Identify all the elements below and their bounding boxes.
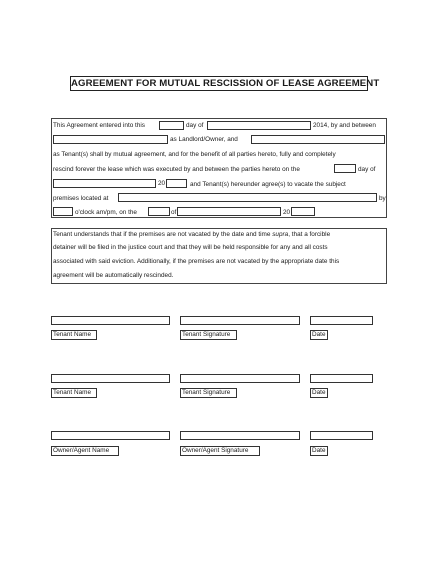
vacate-time-field[interactable] bbox=[53, 207, 73, 216]
tenant-name-line[interactable] bbox=[51, 316, 170, 325]
date-line[interactable] bbox=[310, 374, 373, 383]
lease-day-field[interactable] bbox=[334, 164, 356, 173]
terms-text: as Tenant(s) shall by mutual agreement, and for the benefit of all parties hereto, fully and completely bbox=[53, 151, 336, 158]
tenant-signature-label: Tenant Signature bbox=[180, 330, 237, 340]
date-label: Date bbox=[310, 330, 328, 340]
terms-text: o'clock am/pm, on the bbox=[75, 209, 137, 216]
vacate-month-field[interactable] bbox=[177, 207, 281, 216]
terms-text: 20 bbox=[283, 209, 291, 216]
premises-address-field[interactable] bbox=[118, 193, 377, 202]
terms-text: of bbox=[171, 209, 177, 216]
tenant-signature-line[interactable] bbox=[180, 316, 300, 325]
date-line[interactable] bbox=[310, 431, 373, 440]
terms-text: day of bbox=[186, 122, 204, 129]
lease-year-field[interactable] bbox=[166, 179, 187, 188]
terms-text: premises located at bbox=[53, 195, 109, 202]
date-label: Date bbox=[310, 388, 328, 398]
understanding-text: associated with said eviction. Additionally, if the premises are not vacated by the appropriate date this bbox=[53, 258, 340, 265]
terms-text: and Tenant(s) hereunder agree(s) to vacate the subject bbox=[190, 181, 346, 188]
owner-agent-signature-label: Owner/Agent Signature bbox=[180, 446, 260, 456]
understanding-text: Tenant understands that if the premises are not vacated by the date and time supra, that a forcible bbox=[53, 231, 331, 238]
document-title: AGREEMENT FOR MUTUAL RESCISSION OF LEASE AGREEMENT bbox=[71, 78, 380, 89]
terms-text: by bbox=[379, 195, 386, 202]
supra-text: supra bbox=[272, 231, 289, 238]
terms-text: day of bbox=[358, 166, 376, 173]
date-label: Date bbox=[310, 446, 328, 456]
agreement-day-field[interactable] bbox=[159, 121, 184, 130]
vacate-year-field[interactable] bbox=[291, 207, 315, 216]
agreement-month-field[interactable] bbox=[207, 121, 311, 130]
date-line[interactable] bbox=[310, 316, 373, 325]
terms-text: as Landlord/Owner, and bbox=[170, 136, 238, 143]
vacate-day-field[interactable] bbox=[148, 207, 170, 216]
tenant-name-field[interactable] bbox=[251, 135, 385, 144]
tenant-name-label: Tenant Name bbox=[51, 388, 97, 398]
tenant-name-label: Tenant Name bbox=[51, 330, 97, 340]
terms-text: 2014, by and between bbox=[313, 122, 376, 129]
owner-agent-name-line[interactable] bbox=[51, 431, 170, 440]
terms-text: This Agreement entered into this bbox=[53, 122, 146, 129]
landlord-name-field[interactable] bbox=[53, 135, 168, 144]
lease-month-field[interactable] bbox=[53, 179, 156, 188]
terms-text: rescind forever the lease which was executed by and between the parties hereto on the bbox=[53, 166, 300, 173]
tenant-name-line[interactable] bbox=[51, 374, 170, 383]
tenant-signature-line[interactable] bbox=[180, 374, 300, 383]
terms-text: 20 bbox=[158, 180, 166, 187]
owner-agent-name-label: Owner/Agent Name bbox=[51, 446, 119, 456]
understanding-text: detainer will be filed in the justice court and that they will be held responsible for any and all costs bbox=[53, 244, 328, 251]
tenant-signature-label: Tenant Signature bbox=[180, 388, 237, 398]
owner-agent-signature-line[interactable] bbox=[180, 431, 300, 440]
understanding-text: agreement will be automatically rescinded. bbox=[53, 272, 174, 279]
